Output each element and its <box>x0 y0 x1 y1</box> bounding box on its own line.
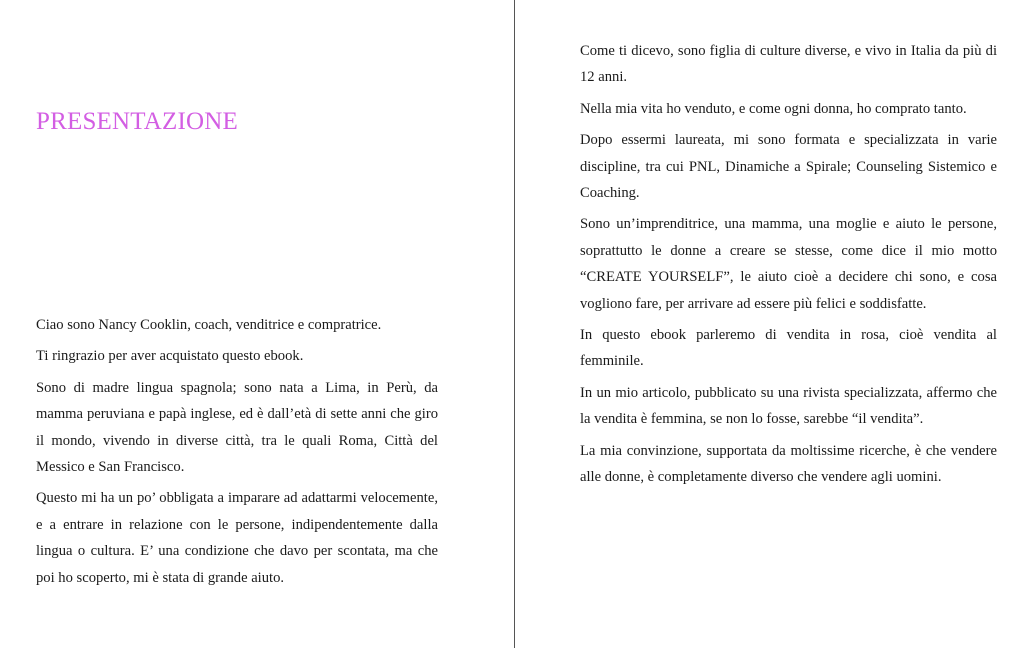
left-body-text <box>36 312 438 596</box>
paragraph: La mia convinzione, supportata da moltissime ricerche, è che vendere alle donne, è completamente diverso che vendere agli uomini. <box>580 442 997 486</box>
paragraph: In questo ebook parleremo di vendita in rosa, cioè vendita al femminile. <box>580 327 997 370</box>
right-body-text <box>580 38 997 496</box>
page-title: PRESENTAZIONE <box>36 108 238 135</box>
paragraph: Ciao sono Nancy Cooklin, coach, venditrice e compratrice. <box>36 317 382 333</box>
paragraph: Dopo essermi laureata, mi sono formata e specializzata in varie discipline, tra cui PNL, Dinamiche a Spirale; Counseling Sistemico e Coaching. <box>580 132 997 202</box>
paragraph: In un mio articolo, pubblicato su una rivista specializzata, affermo che la vendita è femmina, se non lo fosse, sarebbe “il vendita”. <box>580 384 997 428</box>
paragraph: Come ti dicevo, sono figlia di culture diverse, e vivo in Italia da più di 12 anni. <box>580 43 997 86</box>
paragraph: Sono di madre lingua spagnola; sono nata a Lima, in Perù, da mamma peruviana e papà inglese, ed è dall’età di sette anni che giro il mondo, vivendo in diverse città, tra le quali Roma, Città del Messico e San Francisco. <box>36 379 438 476</box>
page-divider <box>514 0 515 648</box>
right-page <box>516 0 1035 648</box>
paragraph: Sono un’imprenditrice, una mamma, una moglie e aiuto le persone, soprattutto le donne a creare se stesse, come dice il mio motto “CREATE YOURSELF”, le aiuto cioè a decidere chi sono, e cosa vogliono fare, per arrivare ad essere più felici e soddisfatte. <box>580 216 997 312</box>
left-page <box>0 0 515 648</box>
paragraph: Nella mia vita ho venduto, e come ogni donna, ho comprato tanto. <box>580 100 967 117</box>
paragraph: Questo mi ha un po’ obbligata a imparare ad adattarmi velocemente, e a entrare in relazione con le persone, indipendentemente dalla lingua o cultura. E’ una condizione che davo per scontata, ma che poi ho scoperto, mi è stata di grande aiuto. <box>36 490 438 586</box>
paragraph: Ti ringrazio per aver acquistato questo ebook. <box>36 348 304 365</box>
